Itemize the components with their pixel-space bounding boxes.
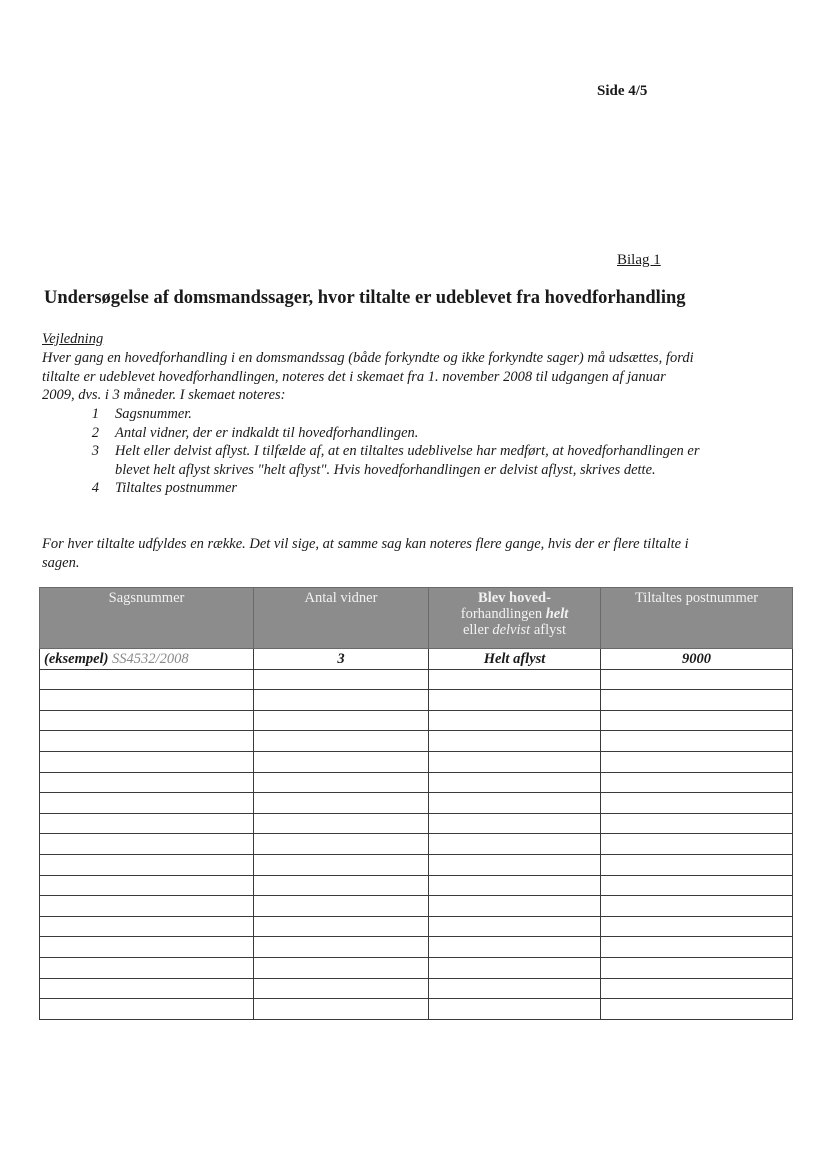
empty-cell: [254, 916, 429, 937]
guidance-list: [42, 405, 702, 498]
table-row: [40, 669, 793, 690]
empty-cell: [601, 731, 793, 752]
empty-cell: [429, 854, 601, 875]
guidance-item-text: Tiltaltes postnummer: [115, 480, 238, 496]
example-postcode: 9000: [601, 649, 793, 670]
empty-cell: [254, 854, 429, 875]
empty-cell: [429, 731, 601, 752]
empty-cell: [40, 751, 254, 772]
guidance-item: [42, 479, 702, 498]
empty-cell: [429, 710, 601, 731]
table-row: [40, 978, 793, 999]
example-row: [40, 649, 793, 670]
table-row: [40, 690, 793, 711]
table-row: [40, 875, 793, 896]
empty-cell: [40, 793, 254, 814]
empty-cell: [254, 772, 429, 793]
guidance-item-number: 2: [91, 424, 99, 441]
empty-cell: [601, 896, 793, 917]
empty-cell: [40, 896, 254, 917]
empty-cell: [40, 731, 254, 752]
header-case-number: Sagsnummer: [40, 588, 254, 649]
empty-cell: [254, 731, 429, 752]
empty-cell: [429, 978, 601, 999]
empty-cell: [429, 999, 601, 1020]
example-case-number: SS4532/2008: [112, 650, 189, 667]
table-row: [40, 772, 793, 793]
table-body: [40, 649, 793, 1020]
table-row: [40, 957, 793, 978]
empty-cell: [254, 813, 429, 834]
empty-cell: [40, 999, 254, 1020]
empty-cell: [601, 834, 793, 855]
page-number: Side 4/5: [597, 83, 648, 99]
empty-cell: [601, 937, 793, 958]
guidance-item: [42, 424, 702, 443]
table-row: [40, 793, 793, 814]
empty-cell: [601, 751, 793, 772]
guidance-item-text: Helt eller delvist aflyst. I tilfælde af, at en tiltaltes udeblivelse har medført, at hovedforhandlingen er blevet helt aflyst skrives "helt aflyst". Hvis hovedforhandlingen er delvist aflyst, skrives dette.: [115, 443, 700, 478]
header-cancelled-line2: forhandlingen: [460, 606, 546, 622]
example-witnesses: 3: [254, 649, 429, 670]
table-row: [40, 710, 793, 731]
table-row: [40, 916, 793, 937]
empty-cell: [254, 710, 429, 731]
empty-cell: [601, 957, 793, 978]
empty-cell: [40, 916, 254, 937]
example-case-cell: [40, 649, 254, 670]
empty-cell: [429, 916, 601, 937]
table-row: [40, 813, 793, 834]
empty-cell: [254, 690, 429, 711]
empty-cell: [429, 957, 601, 978]
empty-cell: [254, 793, 429, 814]
guidance-item-number: 3: [91, 443, 99, 459]
guidance-item-text: Antal vidner, der er indkaldt til hovedforhandlingen.: [115, 424, 419, 441]
empty-cell: [601, 916, 793, 937]
header-witnesses: Antal vidner: [254, 588, 429, 649]
empty-cell: [429, 937, 601, 958]
guidance-heading: Vejledning: [42, 331, 104, 347]
empty-cell: [429, 669, 601, 690]
empty-cell: [601, 772, 793, 793]
empty-cell: [40, 710, 254, 731]
empty-cell: [429, 896, 601, 917]
empty-cell: [601, 999, 793, 1020]
empty-cell: [254, 978, 429, 999]
empty-cell: [40, 875, 254, 896]
empty-cell: [429, 875, 601, 896]
header-postcode: Tiltaltes postnummer: [601, 588, 793, 649]
empty-cell: [40, 978, 254, 999]
example-label: (eksempel): [44, 650, 109, 667]
guidance-item-number: 1: [91, 406, 99, 422]
empty-cell: [254, 937, 429, 958]
empty-cell: [601, 669, 793, 690]
empty-cell: [40, 669, 254, 690]
empty-cell: [254, 957, 429, 978]
registration-table: [39, 587, 793, 1020]
empty-cell: [254, 896, 429, 917]
table-row: [40, 999, 793, 1020]
header-cancelled-helt: helt: [545, 606, 569, 622]
empty-cell: [254, 751, 429, 772]
empty-cell: [40, 834, 254, 855]
empty-cell: [601, 793, 793, 814]
empty-cell: [601, 710, 793, 731]
header-cancelled: [429, 588, 601, 649]
header-cancelled-delvist: delvist: [492, 622, 531, 638]
header-cancelled-line1: Blev hoved-: [478, 590, 551, 606]
empty-cell: [254, 875, 429, 896]
guidance-item: [42, 405, 702, 424]
empty-cell: [601, 854, 793, 875]
header-cancelled-aflyst: aflyst: [530, 622, 567, 638]
guidance-item-text: Sagsnummer.: [115, 406, 192, 422]
empty-cell: [40, 813, 254, 834]
table-row: [40, 854, 793, 875]
guidance-item-number: 4: [91, 480, 99, 496]
empty-cell: [254, 834, 429, 855]
guidance-item: [42, 442, 702, 479]
empty-cell: [429, 793, 601, 814]
empty-cell: [601, 813, 793, 834]
empty-cell: [40, 957, 254, 978]
table-row: [40, 731, 793, 752]
empty-cell: [601, 690, 793, 711]
empty-cell: [40, 772, 254, 793]
table-header-row: [40, 588, 793, 649]
header-cancelled-line3: eller: [462, 622, 493, 638]
table-row: [40, 751, 793, 772]
empty-cell: [429, 772, 601, 793]
example-cancelled: Helt aflyst: [429, 649, 601, 670]
empty-cell: [429, 690, 601, 711]
table-row: [40, 896, 793, 917]
empty-cell: [40, 937, 254, 958]
empty-cell: [40, 690, 254, 711]
guidance-intro: Hver gang en hovedforhandling i en domsmandssag (både forkyndte og ikke forkyndte sager) må udsættes, fordi tiltalte er udeblevet hovedforhandlingen, noteres det i skemaet fra 1. november 2008 til udgangen af januar 2009, dvs. i 3 måneder. I skemaet noteres:: [42, 350, 694, 403]
table-row: [40, 937, 793, 958]
empty-cell: [601, 978, 793, 999]
empty-cell: [254, 999, 429, 1020]
empty-cell: [429, 834, 601, 855]
empty-cell: [254, 669, 429, 690]
guidance-note: For hver tiltalte udfyldes en række. Det vil sige, at samme sag kan noteres flere gange, hvis der er flere tiltalte i sagen.: [42, 536, 689, 571]
table-row: [40, 834, 793, 855]
empty-cell: [429, 813, 601, 834]
empty-cell: [429, 751, 601, 772]
document-title: Undersøgelse af domsmandssager, hvor tiltalte er udeblevet fra hovedforhandling: [44, 288, 686, 308]
empty-cell: [601, 875, 793, 896]
attachment-label: Bilag 1: [617, 252, 661, 268]
empty-cell: [40, 854, 254, 875]
